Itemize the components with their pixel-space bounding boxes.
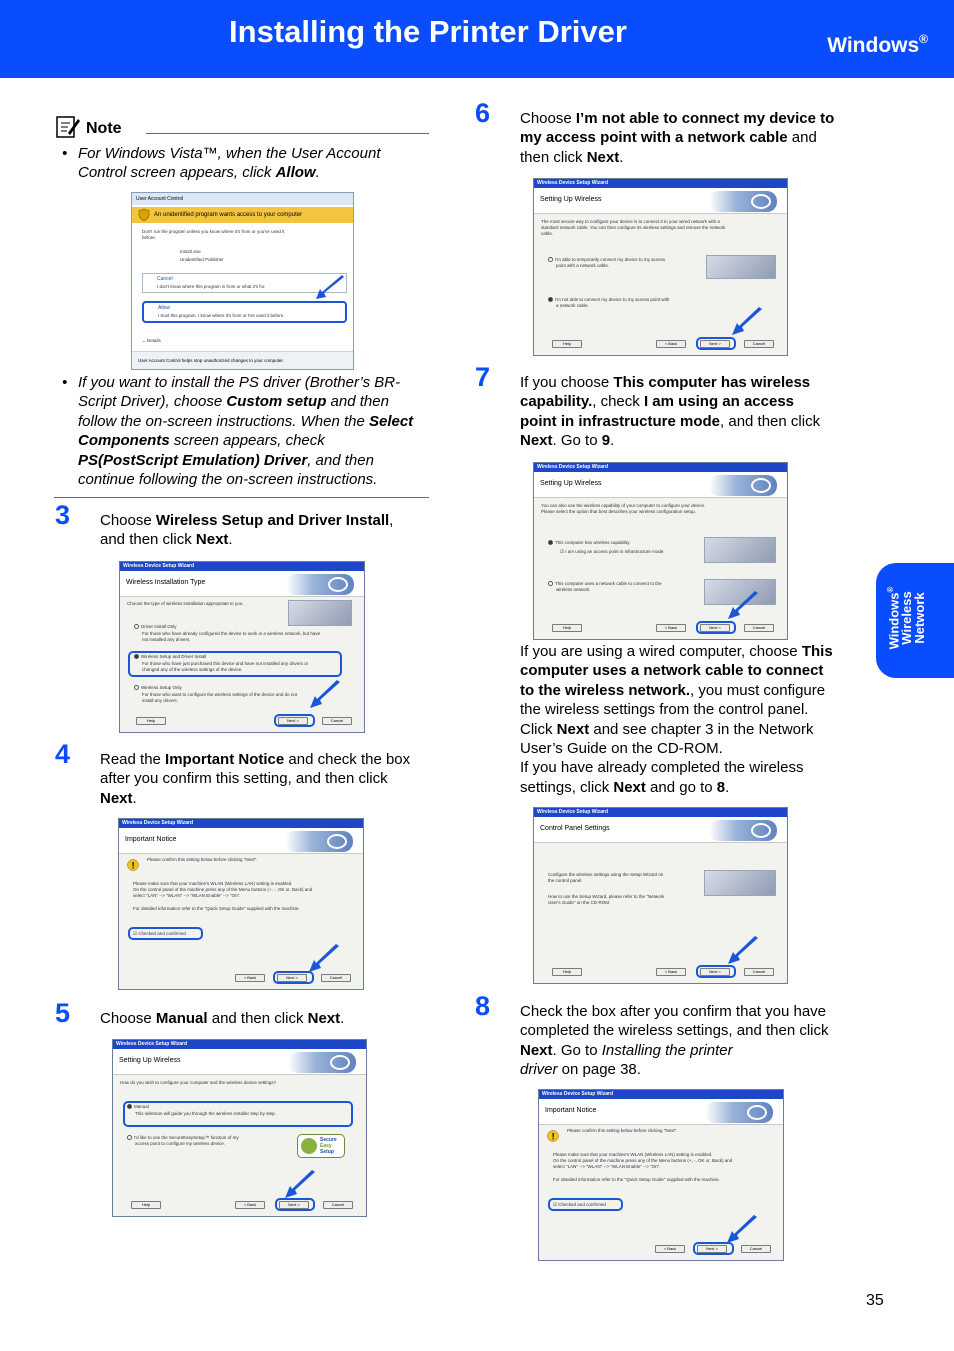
pointer-arrow-icon xyxy=(725,1215,759,1245)
step-7-wired-text: If you are using a wired computer, choose This computer uses a network cable to connect to the wireless network., you must configure the wireless settings from the control panel. Click Next and see chapter 3 in the Network User’s Guide on the CD-ROM. If you have already completed the wireless settings, click Next and go to 8. xyxy=(520,643,833,796)
note-bullet-vista: • For Windows Vista™, when the User Account Control screen appears, click Allow. xyxy=(62,145,381,182)
pointer-arrow-icon xyxy=(283,1170,317,1200)
next-button[interactable]: Next > xyxy=(700,340,730,348)
next-button[interactable]: Next > xyxy=(279,1201,309,1209)
laptop-wireless-icon xyxy=(704,537,776,563)
step-7-text: If you choose This computer has wireless capability., check I am using an access point in infrastructure mode, and then click Next. Go to 9. xyxy=(520,374,821,450)
shield-icon xyxy=(138,209,150,221)
help-button[interactable]: Help xyxy=(136,717,166,725)
page-header xyxy=(0,0,954,78)
note-end-divider xyxy=(54,497,429,498)
step-5-text: Choose Manual and then click Next. xyxy=(100,1010,345,1027)
page-title: Installing the Printer Driver xyxy=(229,14,627,49)
note-title: Note xyxy=(86,120,122,137)
os-name: Windows xyxy=(827,34,920,57)
pointer-arrow-icon xyxy=(308,680,342,710)
help-button[interactable]: Help xyxy=(552,624,582,632)
page-number: 35 xyxy=(866,1292,884,1309)
wireless-logo-icon xyxy=(709,820,777,841)
step-8-number: 8 xyxy=(475,991,491,1021)
pointer-arrow-icon xyxy=(307,944,341,974)
cancel-button[interactable]: Cancel xyxy=(744,340,774,348)
next-button[interactable]: Next > xyxy=(697,1245,727,1253)
svg-text:!: ! xyxy=(551,1131,555,1142)
note-bullet-ps-driver: • If you want to install the PS driver (Brother’s BR-Script Driver), choose Custom setup and then follow the on-screen instructions. When the Select Components screen appears, check PS(PostScript Emulation) Driver, and then continue following the on-screen instructions. xyxy=(62,374,414,489)
pointer-arrow-icon xyxy=(726,591,760,621)
control-panel-screenshot: Wireless Device Setup Wizard Control Panel Settings Configure the wireless settings using the Setup Wizard on the control panel. How to use the Setup Wizard, please refer to the "Network User's Guide" on the CD-ROM. Help < Back Next > Cancel xyxy=(533,807,788,984)
step-6-text: Choose I’m not able to connect my device to my access point with a network cable and then click Next. xyxy=(520,110,835,166)
pointer-arrow-icon xyxy=(730,307,764,337)
secure-easy-setup-logo: Secure Easy Setup xyxy=(297,1134,345,1158)
step-4-text: Read the Important Notice and check the box after you confirm this setting, and then click Next. xyxy=(100,751,411,807)
step-4-number: 4 xyxy=(55,739,71,769)
side-tab-mark: ® xyxy=(886,586,895,593)
wireless-logo-icon xyxy=(705,1102,773,1123)
help-button[interactable]: Help xyxy=(552,968,582,976)
help-button[interactable]: Help xyxy=(131,1201,161,1209)
wireless-logo-icon xyxy=(286,574,354,595)
step-4-screenshot: Wireless Device Setup Wizard Important Notice ! Please confirm this setting below before clicking "Next". Please make sure that your machine's WLAN (Wireless LAN) setting is enabled. On the control panel of the machine press any of the Menu buttons (+, -, OK or, Back) and select "LAN" --> "WLAN" --> "WLAN Enable" --> "On". For detailed information refer to the "Quick Setup Guide" supplied with the machine. ☑ Checked and confirmed < Back Next > Cancel xyxy=(118,818,364,990)
step-8-screenshot: Wireless Device Setup Wizard Important Notice ! Please confirm this setting below before clicking "Next". Please make sure that your machine's WLAN (Wireless LAN) setting is enabled. On the control panel of the machine press any of the Menu buttons (+, -, OK or, Back) and select "LAN" --> "WLAN" --> "WLAN Enable" --> "On". For detailed information refer to the "Quick Setup Guide" supplied with the machine. ☑ Checked and confirmed < Back Next > Cancel xyxy=(538,1089,784,1261)
cancel-button[interactable]: Cancel xyxy=(744,624,774,632)
step-5-screenshot: Wireless Device Setup Wizard Setting Up Wireless How do you wish to configure your computer and the wireless device settings? Manual This selection will guide you through the wireless installer step by step. I'd like to use the SecureEasySetup™ function of my access point to configure my wireless device. Secure Easy Setup Help < Back Next > Cancel xyxy=(112,1039,367,1217)
cancel-button[interactable]: Cancel xyxy=(741,1245,771,1253)
pointer-arrow-icon xyxy=(726,936,760,966)
lock-icon xyxy=(301,1138,317,1154)
step-3-text: Choose Wireless Setup and Driver Install, and then click Next. xyxy=(100,512,394,549)
svg-text:!: ! xyxy=(131,860,135,871)
next-button[interactable]: Next > xyxy=(700,968,730,976)
pointer-arrow-icon xyxy=(314,275,346,301)
help-button[interactable]: Help xyxy=(552,340,582,348)
back-button[interactable]: < Back xyxy=(656,968,686,976)
os-label xyxy=(827,34,928,58)
step-5-number: 5 xyxy=(55,998,71,1028)
step-3-number: 3 xyxy=(55,500,71,530)
infrastructure-checkbox[interactable]: ☑ I am using an access point in infrastructure mode. xyxy=(560,549,665,554)
wireless-logo-icon xyxy=(709,475,777,496)
registered-mark: ® xyxy=(919,32,928,46)
step-6-screenshot: Wireless Device Setup Wizard Setting Up Wireless The most secure way to configure your device is to connect it to your wired network with a standard network cable. You can then configure its wireless settings and remove the network cable. I'm able to temporarily connect my device to my access point with a network cable. I'm not able to connect my device to my access point with a network cable. Help < Back Next > Cancel xyxy=(533,178,788,356)
warning-icon xyxy=(127,859,139,871)
cancel-button[interactable]: Cancel xyxy=(322,717,352,725)
confirm-checkbox[interactable]: ☑ Checked and confirmed xyxy=(553,1202,606,1207)
next-button[interactable]: Next > xyxy=(700,624,730,632)
step-7-number: 7 xyxy=(475,362,491,392)
uac-footer: User Account Control helps stop unauthorized changes to your computer. xyxy=(132,351,353,369)
wireless-logo-icon xyxy=(288,1052,356,1073)
next-button[interactable]: Next > xyxy=(278,717,308,725)
side-tab-line2: Wireless xyxy=(899,591,915,645)
uac-dialog-screenshot: User Account Control An unidentified program wants access to your computer Don't run the program unless you know where it's from or you've used it before. Inst32.exe Unidentified Publisher Cancel I don't know where this program is from or what it's for. Allow I trust this program. I know where it's from or I've used it before. ⌄ Details User Account Control helps stop unauthorized changes to your computer. xyxy=(131,192,354,370)
section-side-tab xyxy=(876,563,954,678)
cancel-button[interactable]: Cancel xyxy=(744,968,774,976)
back-button[interactable]: < Back xyxy=(235,974,265,982)
warning-icon xyxy=(547,1130,559,1142)
confirm-checkbox[interactable]: ☑ Checked and confirmed xyxy=(133,931,186,936)
side-tab-line3: Network xyxy=(912,592,928,644)
uac-allow-option[interactable]: Allow I trust this program. I know where it's from or I've used it before. xyxy=(142,301,347,323)
back-button[interactable]: < Back xyxy=(655,1245,685,1253)
back-button[interactable]: < Back xyxy=(235,1201,265,1209)
printer-cable-icon xyxy=(706,255,776,279)
back-button[interactable]: < Back xyxy=(656,340,686,348)
selected-option-highlight xyxy=(128,651,342,677)
install-package-icon xyxy=(288,600,352,626)
next-button[interactable]: Next > xyxy=(277,974,307,982)
back-button[interactable]: < Back xyxy=(656,624,686,632)
wireless-logo-icon xyxy=(709,191,777,212)
uac-cancel-option[interactable]: Cancel I don't know where this program is from or what it's for. xyxy=(142,273,347,293)
step-8-text: Check the box after you confirm that you have completed the wireless settings, and then click Next. Go to Installing the printer driver on page 38. xyxy=(520,1003,829,1079)
uac-details[interactable]: ⌄ Details xyxy=(142,338,161,343)
side-tab-line1: Windows xyxy=(886,592,902,650)
step-3-screenshot: Wireless Device Setup Wizard Wireless Installation Type Choose the type of wireless installation appropriate to you. Driver Install Only For those who have already configured the device to work in a wireless network, but have not installed any drivers. Wireless Setup and Driver Install For those who have just purchased this device and have not installed any drivers or changed any of the wireless settings of the device. Wireless Setup Only For those who want to configure the wireless settings of the device and do not install any drivers. Help Next > Cancel xyxy=(119,561,365,733)
note-heading xyxy=(56,115,429,139)
step-6-number: 6 xyxy=(475,98,491,128)
cancel-button[interactable]: Cancel xyxy=(321,974,351,982)
step-7-screenshot: Wireless Device Setup Wizard Setting Up Wireless You can also use the wireless capability of your computer to configure your device. Please select the option that best describes your wireless configuration setup. This computer has wireless capability. ☑ I am using an access point in infrastructure mode. This computer uses a network cable to connect to the wireless network. Help < Back Next > Cancel xyxy=(533,462,788,640)
wireless-logo-icon xyxy=(285,831,353,852)
uac-warning: An unidentified program wants access to your computer xyxy=(132,207,353,223)
uac-title: User Account Control xyxy=(132,193,353,205)
cancel-button[interactable]: Cancel xyxy=(323,1201,353,1209)
note-pencil-icon xyxy=(56,115,80,139)
side-tab-label xyxy=(884,563,926,673)
note-divider xyxy=(146,133,429,134)
control-panel-icon xyxy=(704,870,776,896)
